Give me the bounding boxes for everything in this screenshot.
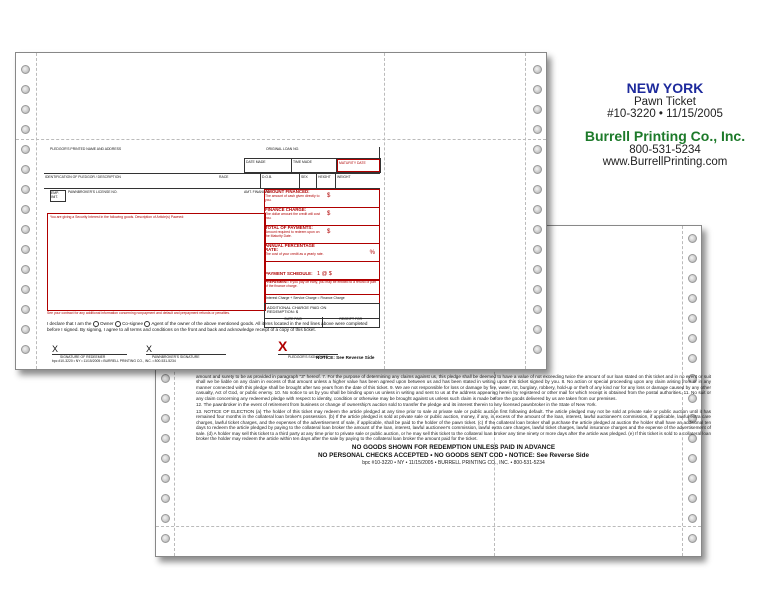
declaration-text xyxy=(47,321,377,333)
tractor-hole xyxy=(161,474,170,483)
front-footer: bpc #10-3220 • NY • 11/15/2005 • BURRELL PRINTING CO., INC. • 800-531-5234 xyxy=(52,359,176,363)
co-signee-checkbox[interactable] xyxy=(115,321,121,327)
left-tractor-strip xyxy=(16,53,34,369)
date-time-maturity-row xyxy=(244,158,381,173)
amt-financed-small: AMT. FINANCED xyxy=(244,190,270,194)
time-made-label: TIME MADE xyxy=(292,159,337,172)
tractor-hole xyxy=(688,334,697,343)
tractor-hole xyxy=(533,105,542,114)
pledgor-name-label: PLEDGOR'S PRINTED NAME AND ADDRESS xyxy=(50,147,122,151)
declare-label: I declare that I am the xyxy=(47,321,92,327)
terms-paragraph: 13. NOTICE OF ELECTION (a) The holder of this ticket may redeem the article pledged at any time prior to sale at private sale or public auction first following default. The article pledged may not be sold at private sale or public auction until it has remained four months in the collateral loan broker's possession. (b) If the article pledged is sold at private sale or public auction, money, if any, in excess of the amount of the loan, interest, lawful auctioneer's commission, if applicable, lawful extra care charges, lawful ticket charges, and the expenses of the advertisement of sale, if applicable, shall be paid to the holder of the pawn ticket. (c) If the collateral loan broker shall purchase the article pledged at auction the holder shall have an additional ten days to redeem the article pledged by paying to the collateral loan broker the amount of the loan, interest, lawful auctioneer's commission, lawful extra care charges, lawful ticket charges, lawful insurance charges and the expense of the advertisement of sale. (d) A holder may sell this ticket to a third party at any time prior to private sale or public auction, or he may sell this ticket to the collateral loan broker any time ninety or more days after the article was pledged. (e) If this ticket is sold to a collateral loan broker the holder may redeem the article within ten days after the sale by paying to the collateral loan broker the amount paid for the ticket. xyxy=(196,408,711,441)
tractor-hole xyxy=(21,265,30,274)
redeemer-signature-label: SIGNATURE OF REDEEMER xyxy=(60,355,106,359)
prepayment-box xyxy=(264,279,380,295)
tractor-hole xyxy=(161,414,170,423)
tractor-hole xyxy=(688,494,697,503)
tractor-hole xyxy=(533,145,542,154)
product-info xyxy=(575,80,755,168)
total-payments-row xyxy=(265,226,379,244)
perforation-line xyxy=(384,53,385,369)
owner-label: Owner xyxy=(100,321,114,327)
tractor-hole xyxy=(533,65,542,74)
agent-label: Agent of the owner of the above mentioned goods. All items located in the red lines above were completed before I signed. By signing, I agree to all terms and conditions on the front and back and acknowledge receipt of a copy of this ticket. xyxy=(47,321,368,333)
tractor-hole xyxy=(688,294,697,303)
owner-checkbox[interactable] xyxy=(93,321,99,327)
finance-charge-row xyxy=(265,208,379,226)
state-title: NEW YORK xyxy=(626,80,704,96)
height-label: HEIGHT xyxy=(316,174,335,188)
payment-schedule-row xyxy=(265,262,379,277)
tractor-hole xyxy=(688,514,697,523)
tractor-hole xyxy=(21,105,30,114)
tractor-hole xyxy=(533,165,542,174)
tractor-hole xyxy=(21,325,30,334)
additional-charge-label: ADDITIONAL CHARGE PAID ON REDEMPTION: $ xyxy=(267,305,327,314)
terms-paragraph: amount and surety to be as provided in paragraph "3" hereof. 7. For the purpose of determining any claims against us, this pledge shall be deemed to have a value of not exceeding twice the amount of our loan stated on this ticket and in no event or suit shall we be liable on any claim in excess of that amount unless a higher value has been agreed upon between us and has been stated in writing upon this ticket signed by you. 8. No action or special proceeding upon any claim arising from or in any manner connected with this pledge shall be brought after two years from the date of this ticket. 9. We are not responsible for loss or damage by fire, water, rot, burglary, robbery, hold-up or theft of any kind nor for any loss or damage caused by any other casualty, Act of God, or public enemy. 10. No notice to us by you shall be binding upon us unless in writing and sent to us at the address appearing herein by registered or other mail for which receipt is obtained from the postal authorities. 11. No suit or any claim concerning any redeemed pledge with respect to identity, condition or otherwise may be brought against us unless such claim is made before the goods delivered by us are taken from our premises. xyxy=(196,374,711,401)
company-phone: 800-531-5234 xyxy=(629,144,701,156)
amount-financed-sub: The amount of cash given directly to you. xyxy=(265,194,320,202)
tractor-hole xyxy=(161,394,170,403)
tractor-hole xyxy=(161,374,170,383)
tractor-hole xyxy=(21,245,30,254)
payment-schedule-label: PAYMENT SCHEDULE: xyxy=(265,271,313,276)
company-website[interactable]: www.BurrellPrinting.com xyxy=(602,156,728,168)
receipt-for-label: RECEIPT FOR xyxy=(339,317,363,321)
apr-sub: The cost of your credit as a yearly rate. xyxy=(265,252,324,256)
date-made-label: DATE MADE xyxy=(245,159,292,172)
tractor-hole xyxy=(533,85,542,94)
signature-x: X xyxy=(278,338,288,354)
tractor-hole xyxy=(533,325,542,334)
perforation-line xyxy=(36,53,37,369)
tractor-hole xyxy=(688,254,697,263)
tractor-hole xyxy=(21,165,30,174)
original-loan-label: ORIGINAL LOAN NO. xyxy=(266,147,300,151)
article-description-box xyxy=(47,213,266,311)
charges-row: Interest Charge + Service Charge = Finance Charge xyxy=(264,294,380,304)
tractor-hole xyxy=(533,305,542,314)
disclosure-box xyxy=(264,189,380,281)
agent-checkbox[interactable] xyxy=(144,321,150,327)
perforation-line xyxy=(16,139,546,140)
pledgor-signature-label: PLEDGOR'S SIGNATURE xyxy=(288,355,328,359)
form-number-date: #10-3220 • 11/15/2005 xyxy=(607,108,723,120)
tractor-hole xyxy=(533,205,542,214)
tractor-hole xyxy=(161,434,170,443)
emp-init-box xyxy=(50,190,66,202)
back-footer: bpc #10-3220 • NY • 11/15/2005 • BURRELL PRINTING CO., INC. • 800-531-5234 xyxy=(362,460,545,467)
right-tractor-strip xyxy=(528,53,546,369)
security-interest-label: You are giving a Security Interest in the following goods. Description of Article(s) Pawned: xyxy=(50,215,185,219)
tractor-hole xyxy=(21,305,30,314)
percent-sign: % xyxy=(369,250,375,256)
company-name: Burrell Printing Co., Inc. xyxy=(584,128,746,144)
terms-paragraph: 12. The pawnbroker in the event of retirement from business or change of ownership's auction sold to transfer the pledge and its interest therein to any licensed pawnbroker in the State of New York. xyxy=(196,402,597,408)
emp-init-label: EMP. INIT. xyxy=(51,191,59,199)
weight-label: WEIGHT xyxy=(335,174,380,188)
prepayment-label: PREPAYMENT: xyxy=(265,280,289,284)
tractor-hole xyxy=(533,345,542,354)
tractor-hole xyxy=(533,125,542,134)
no-goods-notice: NO GOODS SHOWN FOR REDEMPTION UNLESS PAID IN ADVANCE xyxy=(351,444,556,452)
tractor-hole xyxy=(21,225,30,234)
tractor-hole xyxy=(533,265,542,274)
pawnbroker-signature-line[interactable] xyxy=(146,345,226,355)
apr-label: ANNUAL PERCENTAGE RATE: xyxy=(265,243,315,252)
notice-reverse: NOTICE: See Reverse Side xyxy=(316,355,375,360)
dob-label: D.O.B. xyxy=(260,174,299,188)
tractor-hole xyxy=(21,185,30,194)
tractor-hole xyxy=(688,354,697,363)
dollar-sign: $ xyxy=(327,229,331,235)
signature-x: X xyxy=(52,344,59,354)
payment-schedule-value: 1 @ $ xyxy=(317,271,332,277)
license-label: PAWNBROKER'S LICENSE NO. xyxy=(68,190,118,194)
prepayment-sub: If you pay off early, you may be entitled to a refund of part of the finance charge. xyxy=(265,280,377,288)
tractor-hole xyxy=(533,245,542,254)
tractor-hole xyxy=(533,225,542,234)
tractor-hole xyxy=(21,125,30,134)
tractor-hole xyxy=(688,474,697,483)
tractor-hole xyxy=(533,285,542,294)
perforation-line xyxy=(156,526,701,527)
see-contract-note: See your contract for any additional information concerning nonpayment and default and prepayment refunds or penalties. xyxy=(47,311,231,315)
tractor-hole xyxy=(21,285,30,294)
no-checks-notice: NO PERSONAL CHECKS ACCEPTED • NO GOODS SENT COD • NOTICE: See Reverse Side xyxy=(317,452,590,460)
tractor-hole xyxy=(688,234,697,243)
tractor-hole xyxy=(21,145,30,154)
pledgor-signature-line[interactable] xyxy=(278,338,338,355)
finance-charge-sub: The dollar amount the credit will cost you. xyxy=(265,212,321,220)
tractor-hole xyxy=(161,514,170,523)
apr-row xyxy=(265,244,379,262)
pawnbroker-signature-label: PAWNBROKER'S SIGNATURE xyxy=(152,355,200,359)
co-signee-label: Co-signee xyxy=(122,321,144,327)
date-paid-label: DATE PAID xyxy=(265,317,323,327)
signature-x: X xyxy=(146,344,153,354)
tractor-hole xyxy=(161,534,170,543)
tractor-hole xyxy=(21,65,30,74)
product-name: Pawn Ticket xyxy=(634,96,696,108)
dollar-sign: $ xyxy=(327,193,331,199)
identification-row xyxy=(44,173,380,189)
tractor-hole xyxy=(688,274,697,283)
amount-financed-label: AMOUNT FINANCED: xyxy=(265,189,310,194)
tractor-hole xyxy=(533,185,542,194)
tractor-hole xyxy=(688,314,697,323)
finance-charge-label: FINANCE CHARGE: xyxy=(265,207,307,212)
reverse-terms-text xyxy=(196,374,711,467)
maturity-date-label: MATURITY DATE xyxy=(337,159,380,172)
perforation-line xyxy=(525,53,526,369)
prepayment-text xyxy=(265,280,379,288)
pawn-ticket-front-sheet xyxy=(15,52,547,370)
sex-label: SEX xyxy=(299,174,316,188)
tractor-hole xyxy=(21,345,30,354)
tractor-hole xyxy=(21,205,30,214)
amount-financed-row xyxy=(265,190,379,208)
redeemer-signature-line[interactable] xyxy=(52,345,127,355)
total-payments-sub: Amount required to redeem upon on the Maturity Date. xyxy=(265,230,320,238)
tractor-hole xyxy=(161,454,170,463)
race-label: RACE xyxy=(219,175,229,179)
tractor-hole xyxy=(688,534,697,543)
tractor-hole xyxy=(161,494,170,503)
dollar-sign: $ xyxy=(327,211,331,217)
tractor-hole xyxy=(21,85,30,94)
total-payments-label: TOTAL OF PAYMENTS: xyxy=(265,225,313,230)
identification-label: IDENTIFICATION OF PLEDGOR / DESCRIPTION xyxy=(45,175,121,179)
